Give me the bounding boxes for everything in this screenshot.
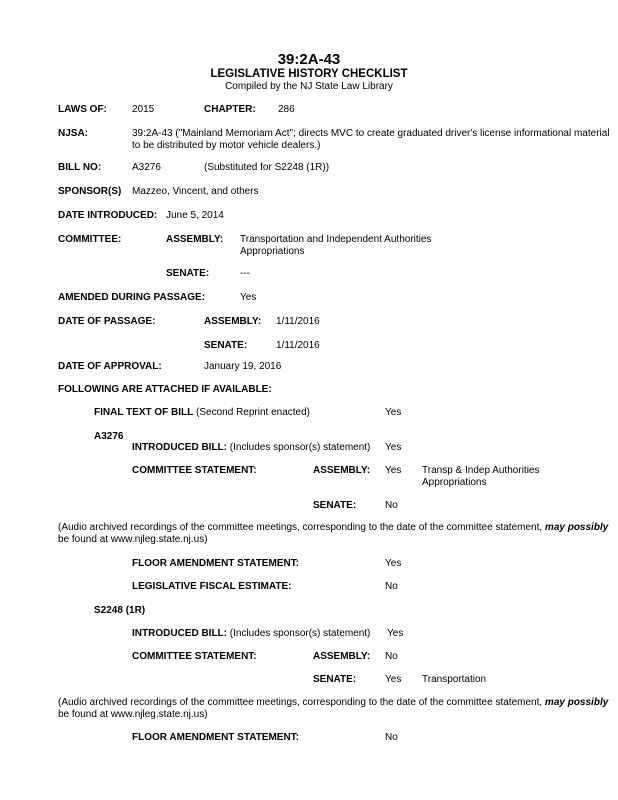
a3276-assembly-committee-line2: Appropriations	[422, 477, 487, 488]
s2248-audio-note-line1	[58, 697, 608, 709]
a3276-introduced-note: (Includes sponsor(s) statement)	[227, 442, 371, 453]
s2248-assembly-label: ASSEMBLY:	[313, 651, 371, 662]
a3276-introduced-value: Yes	[385, 442, 402, 453]
sponsors-label: SPONSOR(S)	[58, 186, 122, 197]
s2248-senate-label: SENATE:	[313, 674, 357, 685]
a3276-floor-label: FLOOR AMENDMENT STATEMENT:	[132, 558, 300, 569]
a3276-audio-note-line2: be found at www.njleg.state.nj.us)	[58, 534, 208, 545]
s2248-assembly-value: No	[385, 651, 398, 662]
a3276-assembly-committee-line1: Transp & Indep Authorities	[422, 465, 540, 476]
final-text-note: (Second Reprint enacted)	[193, 407, 310, 418]
date-introduced-label: DATE INTRODUCED:	[58, 210, 158, 221]
final-text-value: Yes	[385, 407, 402, 418]
passage-senate-value: 1/11/2016	[276, 340, 320, 351]
a3276-fiscal-label: LEGISLATIVE FISCAL ESTIMATE:	[132, 581, 292, 592]
committee-assembly-label: ASSEMBLY:	[166, 234, 224, 245]
bill-no-note: (Substituted for S2248 (1R))	[204, 162, 330, 173]
laws-of-value: 2015	[132, 104, 155, 115]
passage-assembly-label: ASSEMBLY:	[204, 316, 262, 327]
s2248-audio-pre: (Audio archived recordings of the committee meetings, corresponding to the date of the committee statement,	[58, 697, 545, 708]
chapter-label: CHAPTER:	[204, 104, 256, 115]
a3276-audio-note-line1	[58, 522, 608, 534]
a3276-senate-value: No	[385, 500, 398, 511]
page-title: 39:2A-43	[277, 51, 341, 68]
compiled-by: Compiled by the NJ State Law Library	[225, 81, 393, 92]
a3276-fiscal-value: No	[385, 581, 398, 592]
s2248-senate-value: Yes	[385, 674, 402, 685]
committee-assembly-line1: Transportation and Independent Authorities	[240, 234, 432, 245]
a3276-introduced-label: INTRODUCED BILL:	[132, 442, 227, 453]
njsa-line2: to be distributed by motor vehicle dealers.)	[132, 140, 321, 151]
page-subtitle: LEGISLATIVE HISTORY CHECKLIST	[210, 68, 408, 80]
committee-senate-value: ---	[240, 268, 250, 279]
s2248-audio-em: may possibly	[544, 697, 609, 708]
njsa-line1: 39:2A-43 ("Mainland Memoriam Act"; directs MVC to create graduated driver's license informational material	[132, 128, 610, 139]
s2248-floor-value: No	[385, 732, 398, 743]
passage-label: DATE OF PASSAGE:	[58, 316, 156, 327]
approval-value: January 19, 2016	[204, 361, 282, 372]
following-heading: FOLLOWING ARE ATTACHED IF AVAILABLE:	[58, 384, 272, 395]
a3276-assembly-label: ASSEMBLY:	[313, 465, 371, 476]
s2248-senate-committee: Transportation	[422, 674, 487, 685]
amended-value: Yes	[240, 292, 257, 303]
s2248-heading: S2248 (1R)	[94, 605, 146, 616]
committee-senate-label: SENATE:	[166, 268, 210, 279]
s2248-floor-label: FLOOR AMENDMENT STATEMENT:	[132, 732, 300, 743]
a3276-assembly-value: Yes	[385, 465, 402, 476]
approval-label: DATE OF APPROVAL:	[58, 361, 162, 372]
sponsors-value: Mazzeo, Vincent, and others	[132, 186, 259, 197]
a3276-audio-pre: (Audio archived recordings of the committee meetings, corresponding to the date of the committee statement,	[58, 522, 545, 533]
committee-label: COMMITTEE:	[58, 234, 122, 245]
passage-senate-label: SENATE:	[204, 340, 248, 351]
a3276-senate-label: SENATE:	[313, 500, 357, 511]
s2248-introduced-label: INTRODUCED BILL:	[132, 628, 227, 639]
a3276-introduced-row	[132, 442, 370, 454]
njsa-label: NJSA:	[58, 128, 89, 139]
a3276-audio-em: may possibly	[544, 522, 609, 533]
chapter-value: 286	[278, 104, 295, 115]
s2248-introduced-value: Yes	[387, 628, 404, 639]
committee-assembly-line2: Appropriations	[240, 246, 305, 257]
bill-no-label: BILL NO:	[58, 162, 102, 173]
final-text-row	[94, 407, 310, 419]
amended-label: AMENDED DURING PASSAGE:	[58, 292, 206, 303]
s2248-introduced-note: (Includes sponsor(s) statement)	[227, 628, 371, 639]
a3276-heading: A3276	[94, 431, 124, 442]
laws-of-label: LAWS OF:	[58, 104, 107, 115]
s2248-audio-note-line2: be found at www.njleg.state.nj.us)	[58, 709, 208, 720]
bill-no-value: A3276	[132, 162, 161, 173]
a3276-committee-statement-label: COMMITTEE STATEMENT:	[132, 465, 257, 476]
date-introduced-value: June 5, 2014	[166, 210, 224, 221]
final-text-label: FINAL TEXT OF BILL	[94, 407, 194, 418]
a3276-floor-value: Yes	[385, 558, 402, 569]
passage-assembly-value: 1/11/2016	[276, 316, 320, 327]
s2248-introduced-row	[132, 628, 370, 640]
s2248-committee-statement-label: COMMITTEE STATEMENT:	[132, 651, 257, 662]
